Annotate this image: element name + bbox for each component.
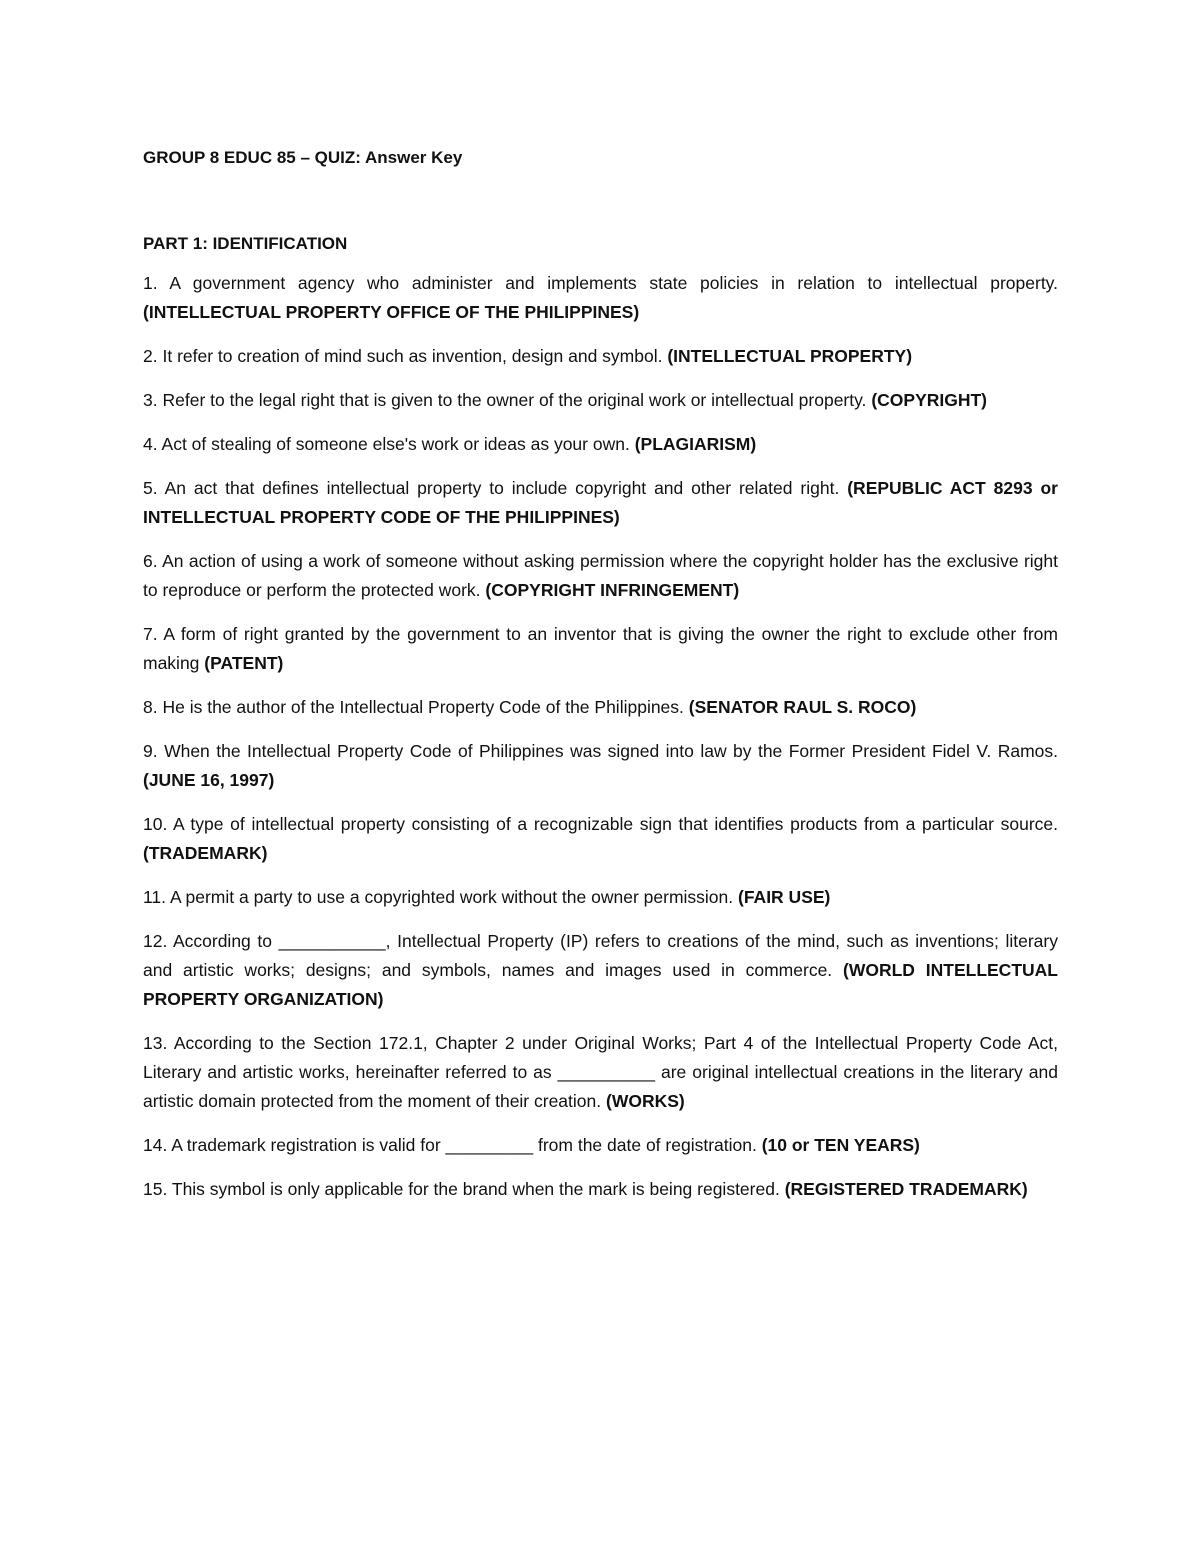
question-number: 8. [143, 697, 158, 717]
question-text: A form of right granted by the government to an inventor that is giving the owner the right to exclude other from making [143, 624, 1058, 673]
question-item [143, 927, 1058, 1014]
question-text: A permit a party to use a copyrighted work without the owner permission. [169, 887, 734, 907]
question-answer: (INTELLECTUAL PROPERTY) [667, 346, 913, 366]
question-number: 5. [143, 478, 158, 498]
question-text: Refer to the legal right that is given to the owner of the original work or intellectual property. [162, 390, 867, 410]
question-item [143, 620, 1058, 678]
question-text: He is the author of the Intellectual Property Code of the Philippines. [162, 697, 684, 717]
question-text: A type of intellectual property consisting of a recognizable sign that identifies products from a particular source. [173, 814, 1059, 834]
question-text: According to the Section 172.1, Chapter 2 under Original Works; Part 4 of the Intellectual Property Code Act, Literary and artistic works, hereinafter referred to as __________ are original intellectual creations in the literary and artistic domain protected from the moment of their creation. [143, 1033, 1058, 1111]
question-answer: (WORLD INTELLECTUAL PROPERTY ORGANIZATION) [143, 960, 1058, 1009]
question-answer: (TRADEMARK) [143, 843, 268, 863]
question-answer: (REGISTERED TRADEMARK) [784, 1179, 1028, 1199]
question-answer: (FAIR USE) [738, 887, 831, 907]
question-number: 2. [143, 346, 158, 366]
question-number: 10. [143, 814, 168, 834]
document-content [143, 147, 1058, 1204]
question-item [143, 883, 1058, 912]
question-item [143, 430, 1058, 459]
question-number: 14. [143, 1135, 168, 1155]
question-number: 1. [143, 273, 158, 293]
question-answer: (WORKS) [606, 1091, 685, 1111]
document-title: GROUP 8 EDUC 85 – QUIZ: Answer Key [143, 148, 463, 167]
question-text: It refer to creation of mind such as invention, design and symbol. [162, 346, 663, 366]
question-item [143, 693, 1058, 722]
question-answer: (PATENT) [204, 653, 284, 673]
question-list [143, 269, 1058, 1204]
question-answer: (JUNE 16, 1997) [143, 770, 275, 790]
question-item [143, 1131, 1058, 1160]
question-text: When the Intellectual Property Code of Philippines was signed into law by the Former President Fidel V. Ramos. [164, 741, 1058, 761]
question-item [143, 386, 1058, 415]
question-text: According to ___________, Intellectual Property (IP) refers to creations of the mind, such as inventions; literary and artistic works; designs; and symbols, names and images used in commerce. [143, 931, 1058, 980]
question-item [143, 269, 1058, 327]
question-number: 6. [143, 551, 158, 571]
question-text: An action of using a work of someone without asking permission where the copyright holder has the exclusive right to reproduce or perform the protected work. [143, 551, 1059, 600]
question-answer: (COPYRIGHT INFRINGEMENT) [485, 580, 740, 600]
question-number: 3. [143, 390, 158, 410]
question-number: 13. [143, 1033, 168, 1053]
question-number: 7. [143, 624, 158, 644]
question-number: 12. [143, 931, 168, 951]
question-text: Act of stealing of someone else's work or ideas as your own. [161, 434, 630, 454]
question-item [143, 737, 1058, 795]
question-answer: (PLAGIARISM) [634, 434, 757, 454]
question-item [143, 1175, 1058, 1204]
question-text: An act that defines intellectual property to include copyright and other related right. [164, 478, 840, 498]
question-number: 4. [143, 434, 158, 454]
question-answer: (COPYRIGHT) [871, 390, 988, 410]
part-heading: PART 1: IDENTIFICATION [143, 234, 348, 253]
question-number: 15. [143, 1179, 168, 1199]
question-answer: (INTELLECTUAL PROPERTY OFFICE OF THE PHILIPPINES) [143, 302, 640, 322]
question-number: 9. [143, 741, 158, 761]
question-answer: (SENATOR RAUL S. ROCO) [688, 697, 917, 717]
question-item [143, 1029, 1058, 1116]
question-item [143, 342, 1058, 371]
question-text: This symbol is only applicable for the brand when the mark is being registered. [171, 1179, 780, 1199]
question-text: A trademark registration is valid for _________ from the date of registration. [171, 1135, 757, 1155]
question-answer: (10 or TEN YEARS) [761, 1135, 920, 1155]
question-item [143, 547, 1058, 605]
question-text: A government agency who administer and implements state policies in relation to intellectual property. [169, 273, 1058, 293]
question-answer: (REPUBLIC ACT 8293 or INTELLECTUAL PROPERTY CODE OF THE PHILIPPINES) [143, 478, 1058, 527]
question-item [143, 810, 1058, 868]
question-number: 11. [143, 887, 167, 907]
question-item [143, 474, 1058, 532]
